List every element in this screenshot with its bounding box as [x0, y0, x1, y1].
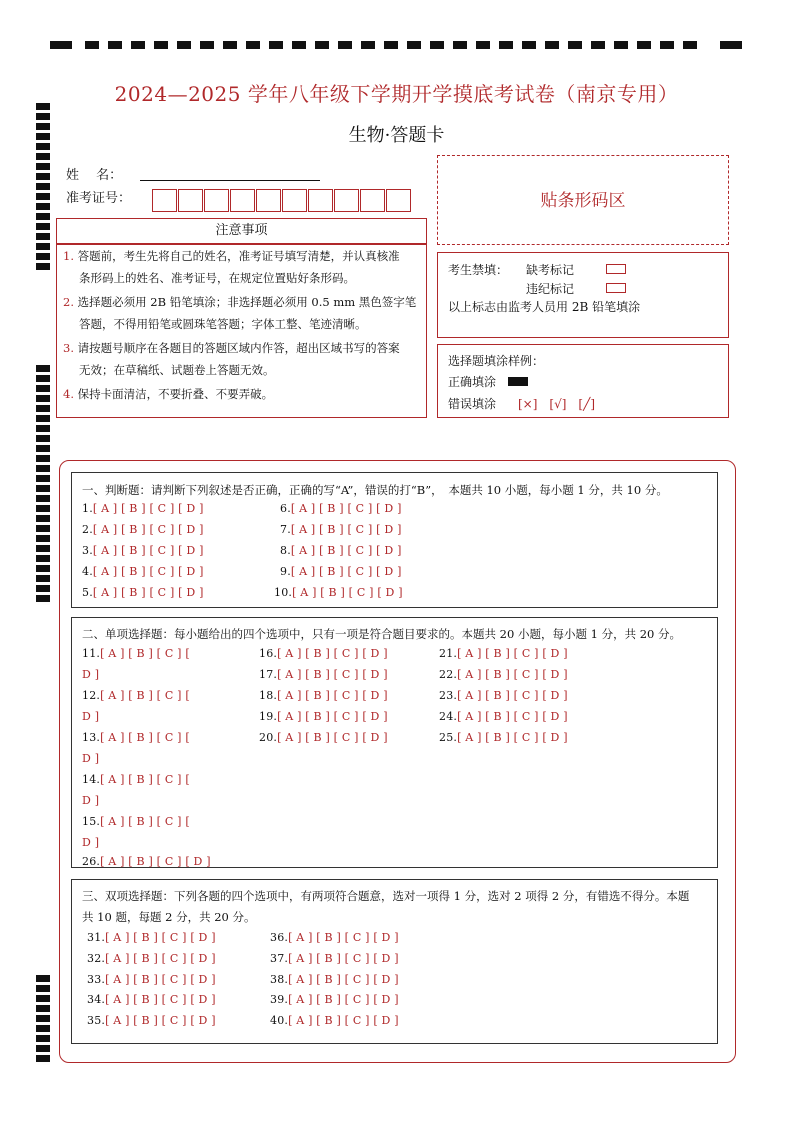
question-row: 11.[ A ] [ B ] [ C ] [ [82, 647, 190, 660]
wrong-fill-label: 错误填涂 [448, 397, 497, 411]
notice-item-3: 3. 请按题号顺序在各题目的答题区域内作答，超出区域书写的答案 无效；在草稿纸、试题卷上答题无效。 [63, 341, 400, 377]
notice-item-4: 4. 保持卡面清洁，不要折叠、不要弄破。 [63, 387, 274, 401]
question-row: 9.[ A ] [ B ] [ C ] [ D ] [280, 565, 402, 578]
question-row: 31.[ A ] [ B ] [ C ] [ D ] [87, 931, 216, 944]
question-row: 25.[ A ] [ B ] [ C ] [ D ] [439, 731, 568, 744]
question-row: 3.[ A ] [ B ] [ C ] [ D ] [82, 544, 204, 557]
absent-mark[interactable] [606, 264, 626, 274]
question-row: 39.[ A ] [ B ] [ C ] [ D ] [270, 993, 399, 1006]
question-row: 32.[ A ] [ B ] [ C ] [ D ] [87, 952, 216, 965]
notice-box [56, 244, 427, 418]
notice-item-1: 1. 答题前，考生先将自己的姓名，准考证号填写清楚，并认真核准 条形码上的姓名、准考证号，在规定位置贴好条形码。 [63, 249, 400, 285]
question-row: 17.[ A ] [ B ] [ C ] [ D ] [259, 668, 388, 681]
question-row: 35.[ A ] [ B ] [ C ] [ D ] [87, 1014, 216, 1027]
question-row: 4.[ A ] [ B ] [ C ] [ D ] [82, 565, 204, 578]
barcode-label: 贴条形码区 [540, 191, 626, 211]
question-row: 20.[ A ] [ B ] [ C ] [ D ] [259, 731, 388, 744]
question-row: 6.[ A ] [ B ] [ C ] [ D ] [280, 502, 402, 515]
correct-fill-mark [508, 377, 528, 386]
question-row: 7.[ A ] [ B ] [ C ] [ D ] [280, 523, 402, 536]
page-title: 2024—2025 学年八年级下学期开学摸底考试卷（南京专用） [114, 82, 679, 106]
question-row: 5.[ A ] [ B ] [ C ] [ D ] [82, 586, 204, 599]
notice-title: 注意事项 [215, 223, 268, 238]
page-subtitle: 生物·答题卡 [348, 125, 445, 146]
question-row: 19.[ A ] [ B ] [ C ] [ D ] [259, 710, 388, 723]
question-wrap: D ] [82, 836, 100, 849]
question-row: 10.[ A ] [ B ] [ C ] [ D ] [274, 586, 403, 599]
question-row: 26.[ A ] [ B ] [ C ] [ D ] [82, 855, 211, 868]
notice-title-box [56, 218, 427, 244]
fill-example-box [437, 344, 729, 418]
question-wrap: D ] [82, 752, 100, 765]
question-wrap: D ] [82, 668, 100, 681]
question-row: 15.[ A ] [ B ] [ C ] [ [82, 815, 190, 828]
question-row: 38.[ A ] [ B ] [ C ] [ D ] [270, 973, 399, 986]
question-row: 24.[ A ] [ B ] [ C ] [ D ] [439, 710, 568, 723]
question-row: 36.[ A ] [ B ] [ C ] [ D ] [270, 931, 399, 944]
question-row: 12.[ A ] [ B ] [ C ] [ [82, 689, 190, 702]
section2-heading: 二、单项选择题：每小题给出的四个选项中，只有一项是符合题目要求的。本题共 20 小题，每小题 1 分，共 20 分。 [82, 627, 682, 641]
notice-item-2: 2. 选择题必须用 2B 铅笔填涂；非选择题必须用 0.5 mm 黑色签字笔 答题，不得用铅笔或圆珠笔答题；字体工整、笔迹清晰。 [63, 295, 417, 331]
question-row: 37.[ A ] [ B ] [ C ] [ D ] [270, 952, 399, 965]
question-row: 2.[ A ] [ B ] [ C ] [ D ] [82, 523, 204, 536]
section3-heading-line2: 共 10 题，每题 2 分，共 20 分。 [82, 910, 256, 924]
question-row: 22.[ A ] [ B ] [ C ] [ D ] [439, 668, 568, 681]
question-row: 14.[ A ] [ B ] [ C ] [ [82, 773, 190, 786]
question-row: 23.[ A ] [ B ] [ C ] [ D ] [439, 689, 568, 702]
question-row: 40.[ A ] [ B ] [ C ] [ D ] [270, 1014, 399, 1027]
question-row: 13.[ A ] [ B ] [ C ] [ [82, 731, 190, 744]
question-row: 21.[ A ] [ B ] [ C ] [ D ] [439, 647, 568, 660]
prohibited-label: 考生禁填： [448, 263, 509, 277]
question-row: 18.[ A ] [ B ] [ C ] [ D ] [259, 689, 388, 702]
question-row: 33.[ A ] [ B ] [ C ] [ D ] [87, 973, 216, 986]
name-label: 姓 名： [66, 168, 123, 183]
question-row: 34.[ A ] [ B ] [ C ] [ D ] [87, 993, 216, 1006]
name-field[interactable] [140, 166, 320, 181]
correct-fill-label: 正确填涂 [448, 375, 497, 389]
violation-label: 违纪标记 [526, 282, 575, 296]
question-row: 8.[ A ] [ B ] [ C ] [ D ] [280, 544, 402, 557]
question-row: 16.[ A ] [ B ] [ C ] [ D ] [259, 647, 388, 660]
wrong-fill-marks: [×] [√] [╱] [518, 397, 596, 411]
question-wrap: D ] [82, 794, 100, 807]
violation-mark[interactable] [606, 283, 626, 293]
barcode-area [437, 155, 729, 245]
question-row: 1.[ A ] [ B ] [ C ] [ D ] [82, 502, 204, 515]
question-wrap: D ] [82, 710, 100, 723]
section1-heading: 一、判断题：请判断下列叙述是否正确，正确的写“A”，错误的打“B”， 本题共 10 小题，每小题 1 分，共 10 分。 [82, 483, 668, 497]
prohibited-note: 以上标志由监考人员用 2B 铅笔填涂 [448, 300, 641, 314]
absent-label: 缺考标记 [526, 263, 575, 277]
prohibited-box [437, 252, 729, 338]
section3-heading-line1: 三、双项选择题：下列各题的四个选项中，有两项符合题意，选对一项得 1 分，选对 2 项得 2 分，有错选不得分。本题 [82, 889, 690, 903]
fill-example-title: 选择题填涂样例： [448, 354, 545, 368]
exam-id-label: 准考证号： [66, 191, 132, 206]
